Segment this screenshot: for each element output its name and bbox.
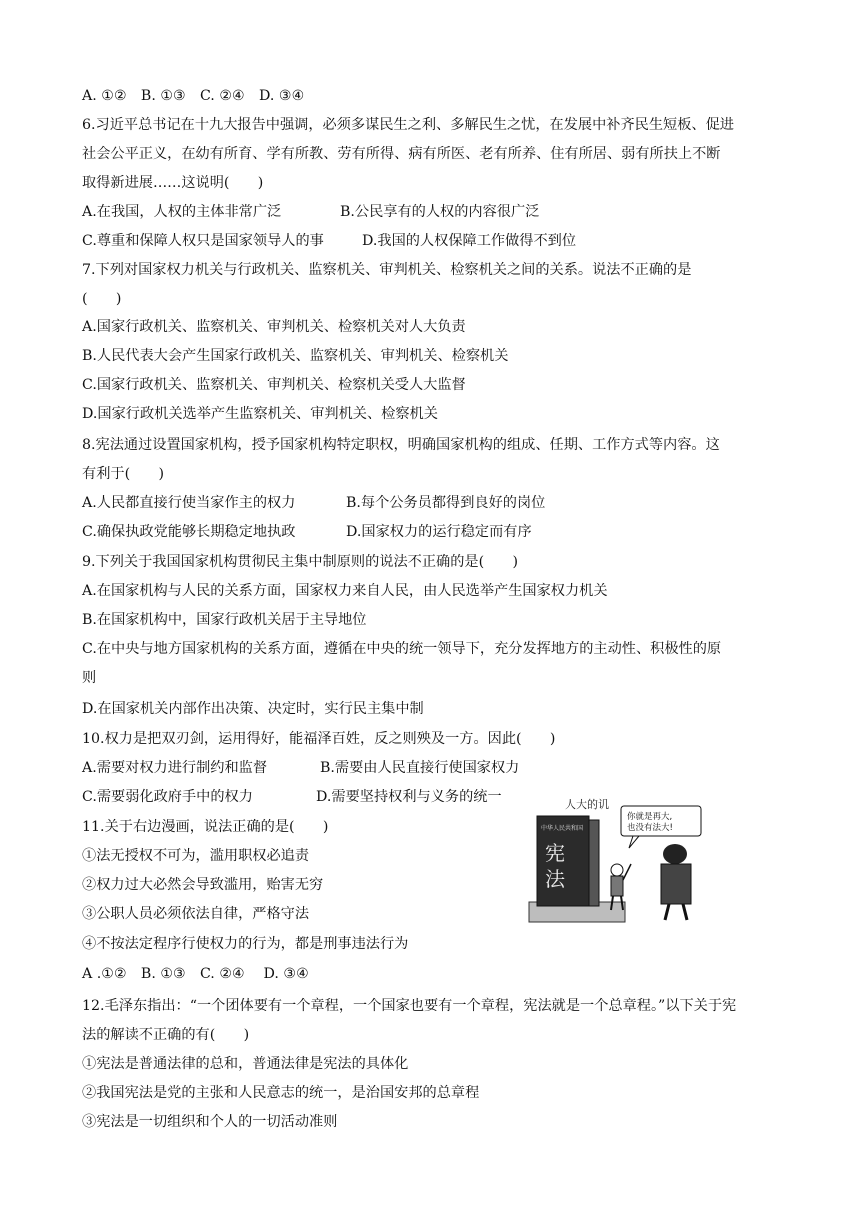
q12-item-2: ②我国宪法是党的主张和人民意志的统一，是治国安邦的总章程	[82, 1085, 480, 1101]
q12-item-3: ③宪法是一切组织和个人的一切活动准则	[82, 1114, 338, 1130]
q6-option-a: A.在我国，人权的主体非常广泛	[82, 204, 282, 220]
q7-option-b: B.人民代表大会产生国家行政机关、监察机关、审判机关、检察机关	[82, 348, 509, 364]
q7-option-c: C.国家行政机关、监察机关、审判机关、检察机关受人大监督	[82, 377, 466, 393]
q6-option-b: B.公民享有的人权的内容很广泛	[340, 204, 540, 220]
q9-option-c-line-2: 则	[82, 670, 97, 686]
q6-stem-line-3: 取得新进展……这说明( )	[82, 175, 264, 191]
q6-option-d: D.我国的人权保障工作做得不到位	[362, 233, 577, 249]
q7-stem-line-1: 7.下列对国家权力机关与行政机关、监察机关、审判机关、检察机关之间的关系。说法不正确的是	[82, 262, 692, 278]
q6-stem-line-2: 社会公平正义，在幼有所育、学有所教、劳有所得、病有所医、老有所养、住有所居、弱有所扶上不断	[82, 146, 721, 162]
q10-option-b: B.需要由人民直接行使国家权力	[320, 760, 520, 776]
q10-option-a: A.需要对权力进行制约和监督	[82, 760, 268, 776]
q11-item-1: ①法无授权不可为，滥用职权必追责	[82, 848, 310, 864]
cartoon-speech-line-1: 你就是再大,	[627, 812, 673, 822]
q8-option-a: A.人民都直接行使当家作主的权力	[82, 495, 296, 511]
q11-item-3: ③公职人员必须依法自律，严格守法	[82, 906, 310, 922]
cartoon-book-title-2: 法	[545, 867, 565, 891]
q9-option-d: D.在国家机关内部作出决策、决定时，实行民主集中制	[82, 701, 424, 717]
q7-stem-line-2: ( )	[82, 291, 122, 307]
q9-option-a: A.在国家机构与人民的关系方面，国家权力来自人民，由人民选举产生国家权力机关	[82, 583, 608, 599]
cartoon-book-title: 宪	[545, 841, 565, 865]
q5-options: A. ①② B. ①③ C. ②④ D. ③④	[82, 88, 305, 104]
q12-stem-line-1: 12.毛泽东指出：“一个团体要有一个章程，一个国家也要有一个章程，宪法就是一个总章程。”以下关于宪	[82, 998, 737, 1014]
q11-item-4: ④不按法定程序行使权力的行为，都是刑事违法行为	[82, 936, 409, 952]
q11-options: A .①② B. ①③ C. ②④ D. ③④	[82, 966, 309, 982]
q11-item-2: ②权力过大必然会导致滥用，贻害无穷	[82, 877, 324, 893]
q6-stem-line-1: 6.习近平总书记在十九大报告中强调，必须多谋民生之利、多解民生之忧，在发展中补齐民生短板、促进	[82, 117, 734, 133]
cartoon-caption: 人大的讥	[565, 798, 609, 811]
q8-stem-line-2: 有利于( )	[82, 466, 165, 482]
q8-option-c: C.确保执政党能够长期稳定地执政	[82, 524, 296, 540]
q7-option-a: A.国家行政机关、监察机关、审判机关、检察机关对人大负责	[82, 319, 466, 335]
q10-stem: 10.权力是把双刃剑，运用得好，能福泽百姓，反之则殃及一方。因此( )	[82, 731, 556, 747]
cartoon-constitution-image	[525, 798, 705, 926]
q7-option-d: D.国家行政机关选举产生监察机关、审判机关、检察机关	[82, 406, 438, 422]
q12-item-1: ①宪法是普通法律的总和，普通法律是宪法的具体化	[82, 1056, 409, 1072]
q12-stem-line-2: 法的解读不正确的有( )	[82, 1027, 250, 1043]
q8-option-b: B.每个公务员都得到良好的岗位	[346, 495, 546, 511]
q11-stem: 11.关于右边漫画，说法正确的是( )	[82, 819, 329, 835]
q8-stem-line-1: 8.宪法通过设置国家机构，授予国家机构特定职权，明确国家机构的组成、任期、工作方式等内容。这	[82, 437, 720, 453]
cartoon-book-small-text: 中华人民共和国	[541, 825, 584, 832]
cartoon-speech-line-2: 也没有法大!	[627, 823, 673, 833]
q9-option-c-line-1: C.在中央与地方国家机构的关系方面，遵循在中央的统一领导下，充分发挥地方的主动性、积极性的原	[82, 641, 722, 657]
q10-option-c: C.需要弱化政府手中的权力	[82, 789, 253, 805]
q9-option-b: B.在国家机构中，国家行政机关居于主导地位	[82, 612, 367, 628]
q8-option-d: D.国家权力的运行稳定而有序	[346, 524, 532, 540]
q9-stem: 9.下列关于我国国家机构贯彻民主集中制原则的说法不正确的是( )	[82, 554, 519, 570]
q10-option-d: D.需要坚持权利与义务的统一	[316, 789, 502, 805]
q6-option-c: C.尊重和保障人权只是国家领导人的事	[82, 233, 324, 249]
